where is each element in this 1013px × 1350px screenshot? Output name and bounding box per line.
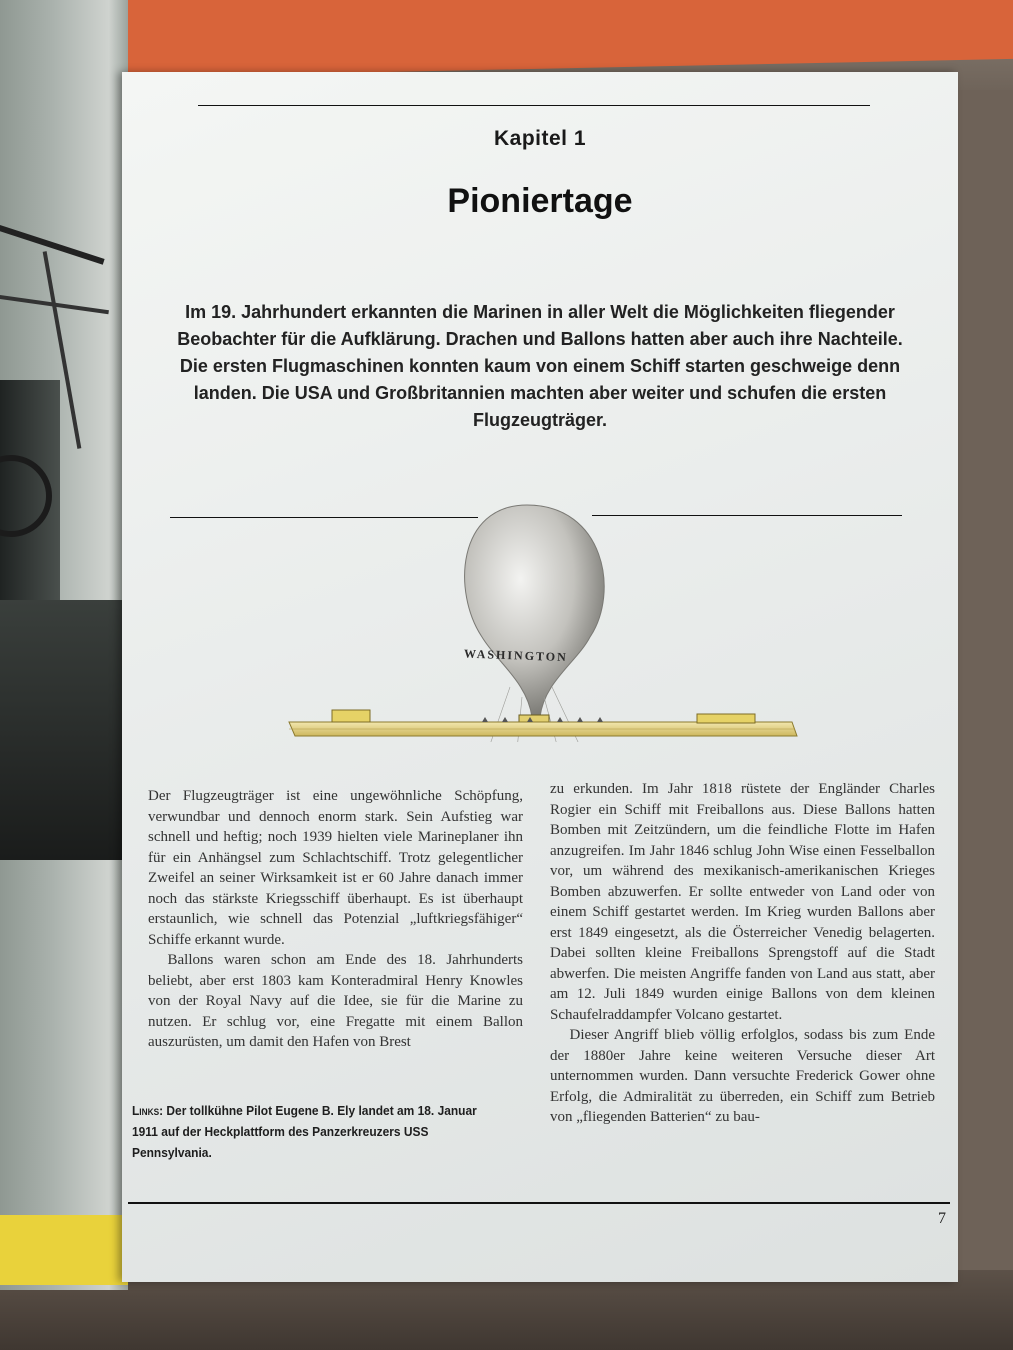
balloon-label: WASHINGTON [463,646,569,665]
left-page-photo [0,0,128,1290]
deck-crew [482,717,603,722]
photo-shadow [0,600,128,860]
body-column-left [148,786,523,1053]
caption-text: Der tollkühne Pilot Eugene B. Ely landet am 18. Januar 1911 auf der Heckplattform des Panzerkreuzers USS Pennsylvania. [132,1103,477,1160]
body-paragraph: Ballons waren schon am Ende des 18. Jahrhunderts beliebt, aber erst 1803 kam Konteradmiral Henry Knowles von der Royal Navy auf die Idee, sie für die Marine zu nutzen. Er schlug vor, eine Fregatte mit einem Ballon auszurüsten, um damit den Hafen von Brest [148,952,523,1050]
photo-caption [132,1100,482,1163]
body-column-right [550,779,935,1128]
top-rule [198,105,870,106]
body-paragraph: Dieser Angriff blieb völlig erfolglos, sodass bis zum Ende der 1880er Jahre keine weiteren Versuche dieser Art unternommen wurden. Dann versuchte Frederick Gower ohne Erfolg, die Admiralität zu überreden, ein Schiff zum Betrieb von „fliegenden Batterien“ zu bau- [550,1027,935,1125]
caption-keyword: Links: [132,1103,164,1118]
balloon-envelope [465,505,605,717]
photo-strut [0,225,105,265]
body-paragraph: Der Flugzeugträger ist eine ungewöhnliche Schöpfung, verwundbar und dennoch enorm stark. Sein Aufstieg war schnell und heftig; noch 1939 hielten viele Marineplaner ihn für ein Anhängsel zum Schlachtschiff. Trotz gelegentlicher Zweifel an seiner Wirksamkeit ist er 60 Jahre danach immer noch das stärkste Kriegsschiff überhaupt. Es ist überhaupt erstaunlich, wie schnell das Potenzial „luftkriegsfähiger“ Schiffe erkannt wurde. [148,788,523,948]
ship-deck-drawing [287,702,802,742]
paddle-box-left [332,710,370,722]
chapter-title: Pioniertage [447,182,633,220]
bottom-rule [128,1202,950,1204]
body-paragraph: zu erkunden. Im Jahr 1818 rüstete der Engländer Charles Rogier ein Schiff mit Freiballons aus. Diese Ballons hatten Bomben mit Zeitzündern, um die feindliche Flotte im Hafen anzugreifen. Im Jahr 1846 schlug John Wise einen Fesselballon vor, um während des mexikanisch-amerikanischen Krieges Bomben abzuwerfen. Er sollte entweder von Land oder von einem Schiff gestartet werden. Im Krieg wurden Ballons aber erst 1849 eingesetzt, als die Österreicher Venedig belagerten. Dabei sollten kleine Freiballons Sprengstoff auf die Stadt abwerfen. Die meisten Angriffe fanden von Land aus statt, aber am 12. Juli 1849 wurden einige Ballons von dem kleinen Schaufelraddampfer Volcano gestartet. [550,781,935,1023]
yellow-book-edge [0,1215,128,1285]
lead-paragraph: Im 19. Jahrhundert erkannten die Marinen in aller Welt die Möglichkeiten fliegender Beobachter für die Aufklärung. Drachen und Ballons hatten aber auch ihre Nachteile. Die ersten Flugmaschinen konnten kaum von einem Schiff starten geschweige denn landen. Die USA und Großbritannien machten aber weiter und schufen die ersten Flugzeugträger. [177,302,903,430]
chapter-label: Kapitel 1 [493,127,587,150]
book-page [122,72,958,1282]
paddle-box-right [697,714,755,723]
page-number: 7 [938,1210,946,1227]
background-bottom [0,1270,1013,1350]
